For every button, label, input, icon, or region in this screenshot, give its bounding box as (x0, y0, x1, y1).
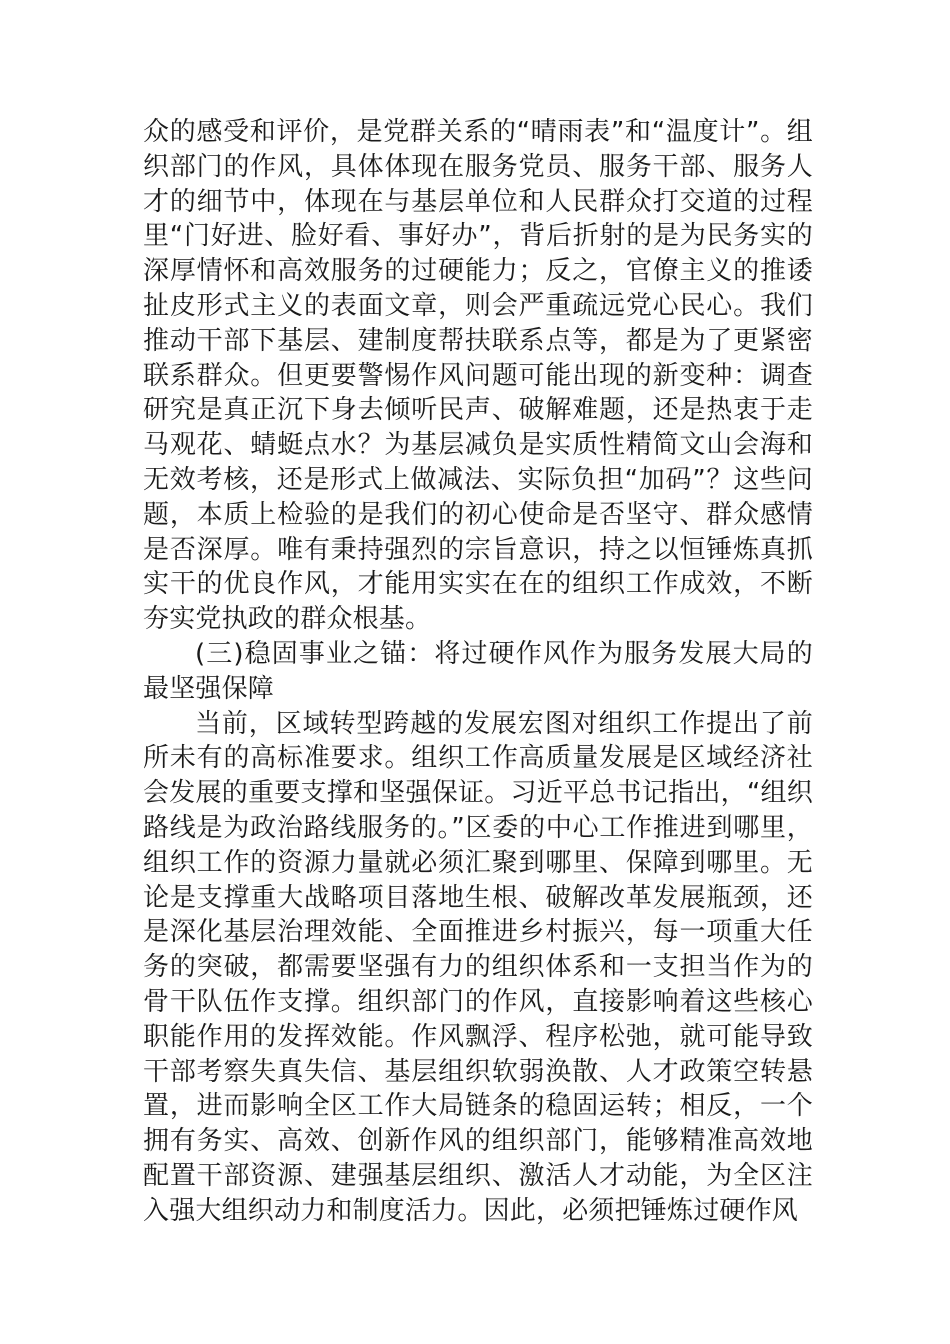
section-heading-3: (三)稳固事业之锚：将过硬作风作为服务发展大局的最坚强保障 (143, 638, 813, 704)
body-paragraph-2: 当前，区域转型跨越的发展宏图对组织工作提出了前所未有的高标准要求。组织工作高质量发展是区域经济社会发展的重要支撑和坚强保证。习近平总书记指出，“组织路线是为政治路线服务的。”区委的中心工作推进到哪里，组织工作的资源力量就必须汇聚到哪里、保障到哪里。无论是支撑重大战略项目落地生根、破解改革发展瓶颈，还是深化基层治理效能、全面推进乡村振兴，每一项重大任务的突破，都需要坚强有力的组织体系和一支担当作为的骨干队伍作支撑。组织部门的作风，直接影响着这些核心职能作用的发挥效能。作风飘浮、程序松弛，就可能导致干部考察失真失信、基层组织软弱涣散、人才政策空转悬置，进而影响全区工作大局链条的稳固运转；相反，一个拥有务实、高效、创新作风的组织部门，能够精准高效地配置干部资源、建强基层组织、激活人才动能，为全区注入强大组织动力和制度活力。因此，必须把锤炼过硬作风 (143, 708, 813, 1226)
body-paragraph-1: 众的感受和评价，是党群关系的“晴雨表”和“温度计”。组织部门的作风，具体体现在服务党员、服务干部、服务人才的细节中，体现在与基层单位和人民群众打交道的过程里“门好进、脸好看、事好办”，背后折射的是为民务实的深厚情怀和高效服务的过硬能力；反之，官僚主义的推诿扯皮形式主义的表面文章，则会严重疏远党心民心。我们推动干部下基层、建制度帮扶联系点等，都是为了更紧密联系群众。但更要警惕作风问题可能出现的新变种：调查研究是真正沉下身去倾听民声、破解难题，还是热衷于走马观花、蜻蜓点水？为基层减负是实质性精简文山会海和无效考核，还是形式上做减法、实际负担“加码”？这些问题，本质上检验的是我们的初心使命是否坚守、群众感情是否深厚。唯有秉持强烈的宗旨意识，持之以恒锤炼真抓实干的优良作风，才能用实实在在的组织工作成效，不断夯实党执政的群众根基。 (143, 117, 813, 635)
document-page (143, 115, 813, 1229)
